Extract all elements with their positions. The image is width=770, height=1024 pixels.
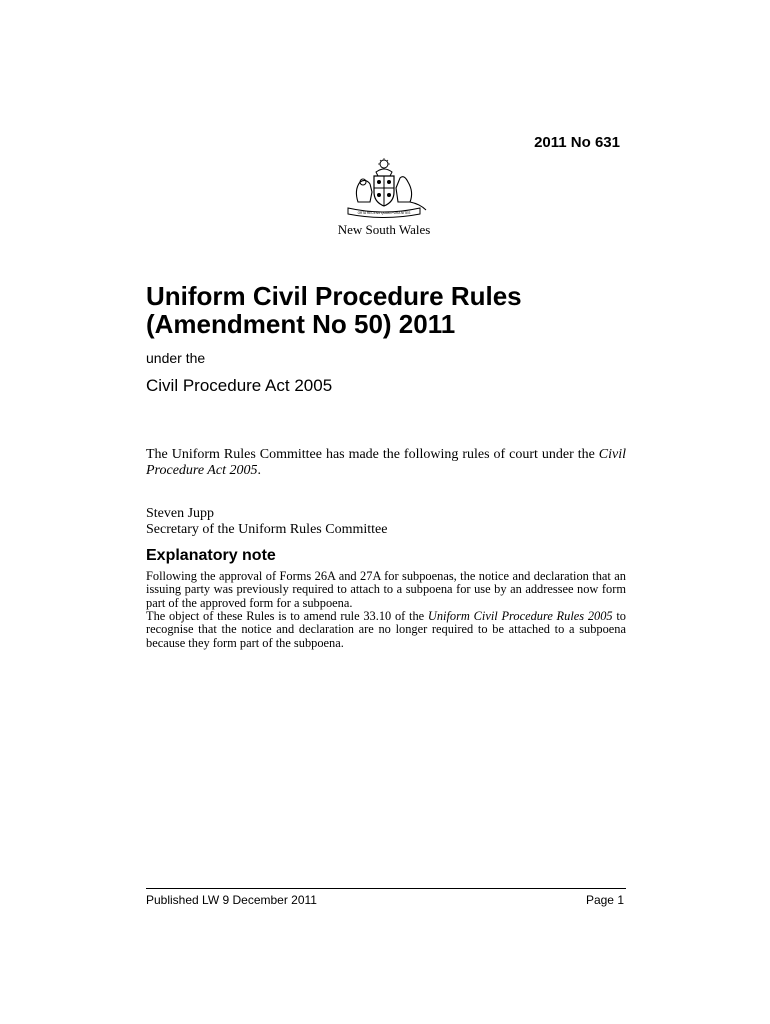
preamble-paragraph	[146, 447, 626, 479]
under-the-label: under the	[146, 350, 206, 366]
page-number: Page 1	[585, 893, 624, 907]
published-date: Published LW 9 December 2011	[146, 893, 317, 907]
explanatory-paragraph-1: Following the approval of Forms 26A and 27A for subpoenas, the notice and declaration that an issuing party was previously required to attach to a subpoena for use by an addressee now form part of the approved form for a subpoena.	[146, 569, 626, 610]
title-line-1: Uniform Civil Procedure Rules	[146, 281, 522, 311]
coat-of-arms-emblem	[336, 158, 432, 220]
act-name: Civil Procedure Act 2005	[146, 376, 333, 395]
para2-end: to recognise that the notice and declaration are no longer required to be attached to a subpoena because they form part of the subpoena.	[146, 609, 626, 650]
preamble-text: The Uniform Rules Committee has made the following rules of court under the	[146, 447, 599, 462]
signer-role: Secretary of the Uniform Rules Committee	[146, 522, 388, 537]
document-number: 2011 No 631	[534, 134, 620, 151]
preamble-end: .	[257, 463, 261, 478]
explanatory-paragraph-2	[146, 610, 626, 650]
title-line-2: (Amendment No 50) 2011	[146, 309, 456, 339]
footer-divider	[146, 888, 626, 889]
signer-name: Steven Jupp	[146, 506, 215, 521]
explanatory-note-heading: Explanatory note	[146, 547, 276, 564]
page-title	[146, 282, 646, 338]
crest-icon	[336, 158, 432, 220]
para2-italic: Uniform Civil Procedure Rules 2005	[427, 609, 613, 623]
crest-motto: ORTA RECENS QUAM PURA NITES	[357, 211, 411, 215]
para2-start: The object of these Rules is to amend rule 33.10 of the	[146, 609, 428, 623]
state-name: New South Wales	[337, 222, 431, 237]
preamble-act-italic: Civil Procedure Act 2005	[146, 447, 626, 478]
